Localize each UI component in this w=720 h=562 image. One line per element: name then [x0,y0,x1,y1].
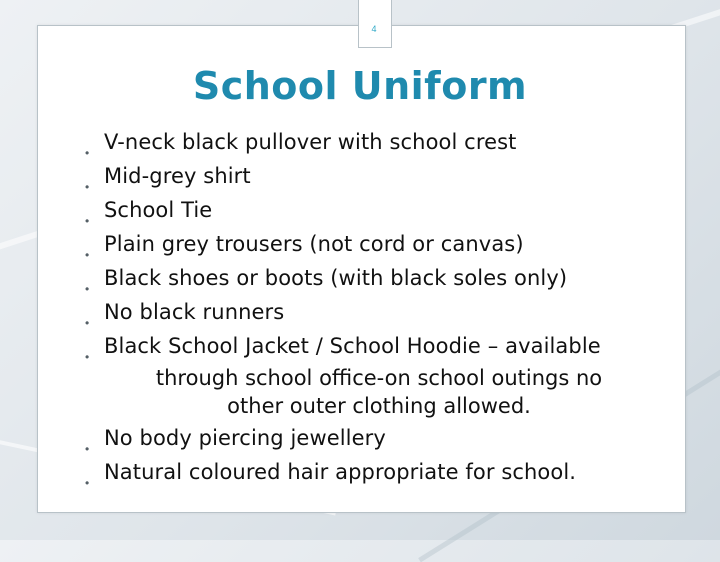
list-item: No black runners [104,300,285,324]
bullet-icon: • [85,316,90,330]
bullet-icon: • [85,476,90,490]
list-item: Plain grey trousers (not cord or canvas) [104,232,524,256]
list-item-continuation: through school office-on school outings no [155,366,603,390]
bullet-icon: • [85,248,90,262]
bullet-icon: • [85,180,90,194]
list-item: V-neck black pullover with school crest [104,130,517,154]
list-item-continuation: other outer clothing allowed. [227,394,531,418]
list-item: Natural coloured hair appropriate for school. [104,460,577,484]
bullet-icon: • [85,146,90,160]
bullet-icon: • [85,282,90,296]
list-item: Mid-grey shirt [104,164,251,188]
bullet-icon: • [85,442,90,456]
slide-title: School Uniform [192,64,528,108]
list-item: No body piercing jewellery [104,426,386,450]
list-item: School Tie [104,198,213,222]
list-item: Black shoes or boots (with black soles only) [104,266,568,290]
list-item: Black School Jacket / School Hoodie – available [104,334,601,358]
bullet-icon: • [85,350,90,364]
bullet-icon: • [85,214,90,228]
slide-number: 4 [371,24,377,34]
